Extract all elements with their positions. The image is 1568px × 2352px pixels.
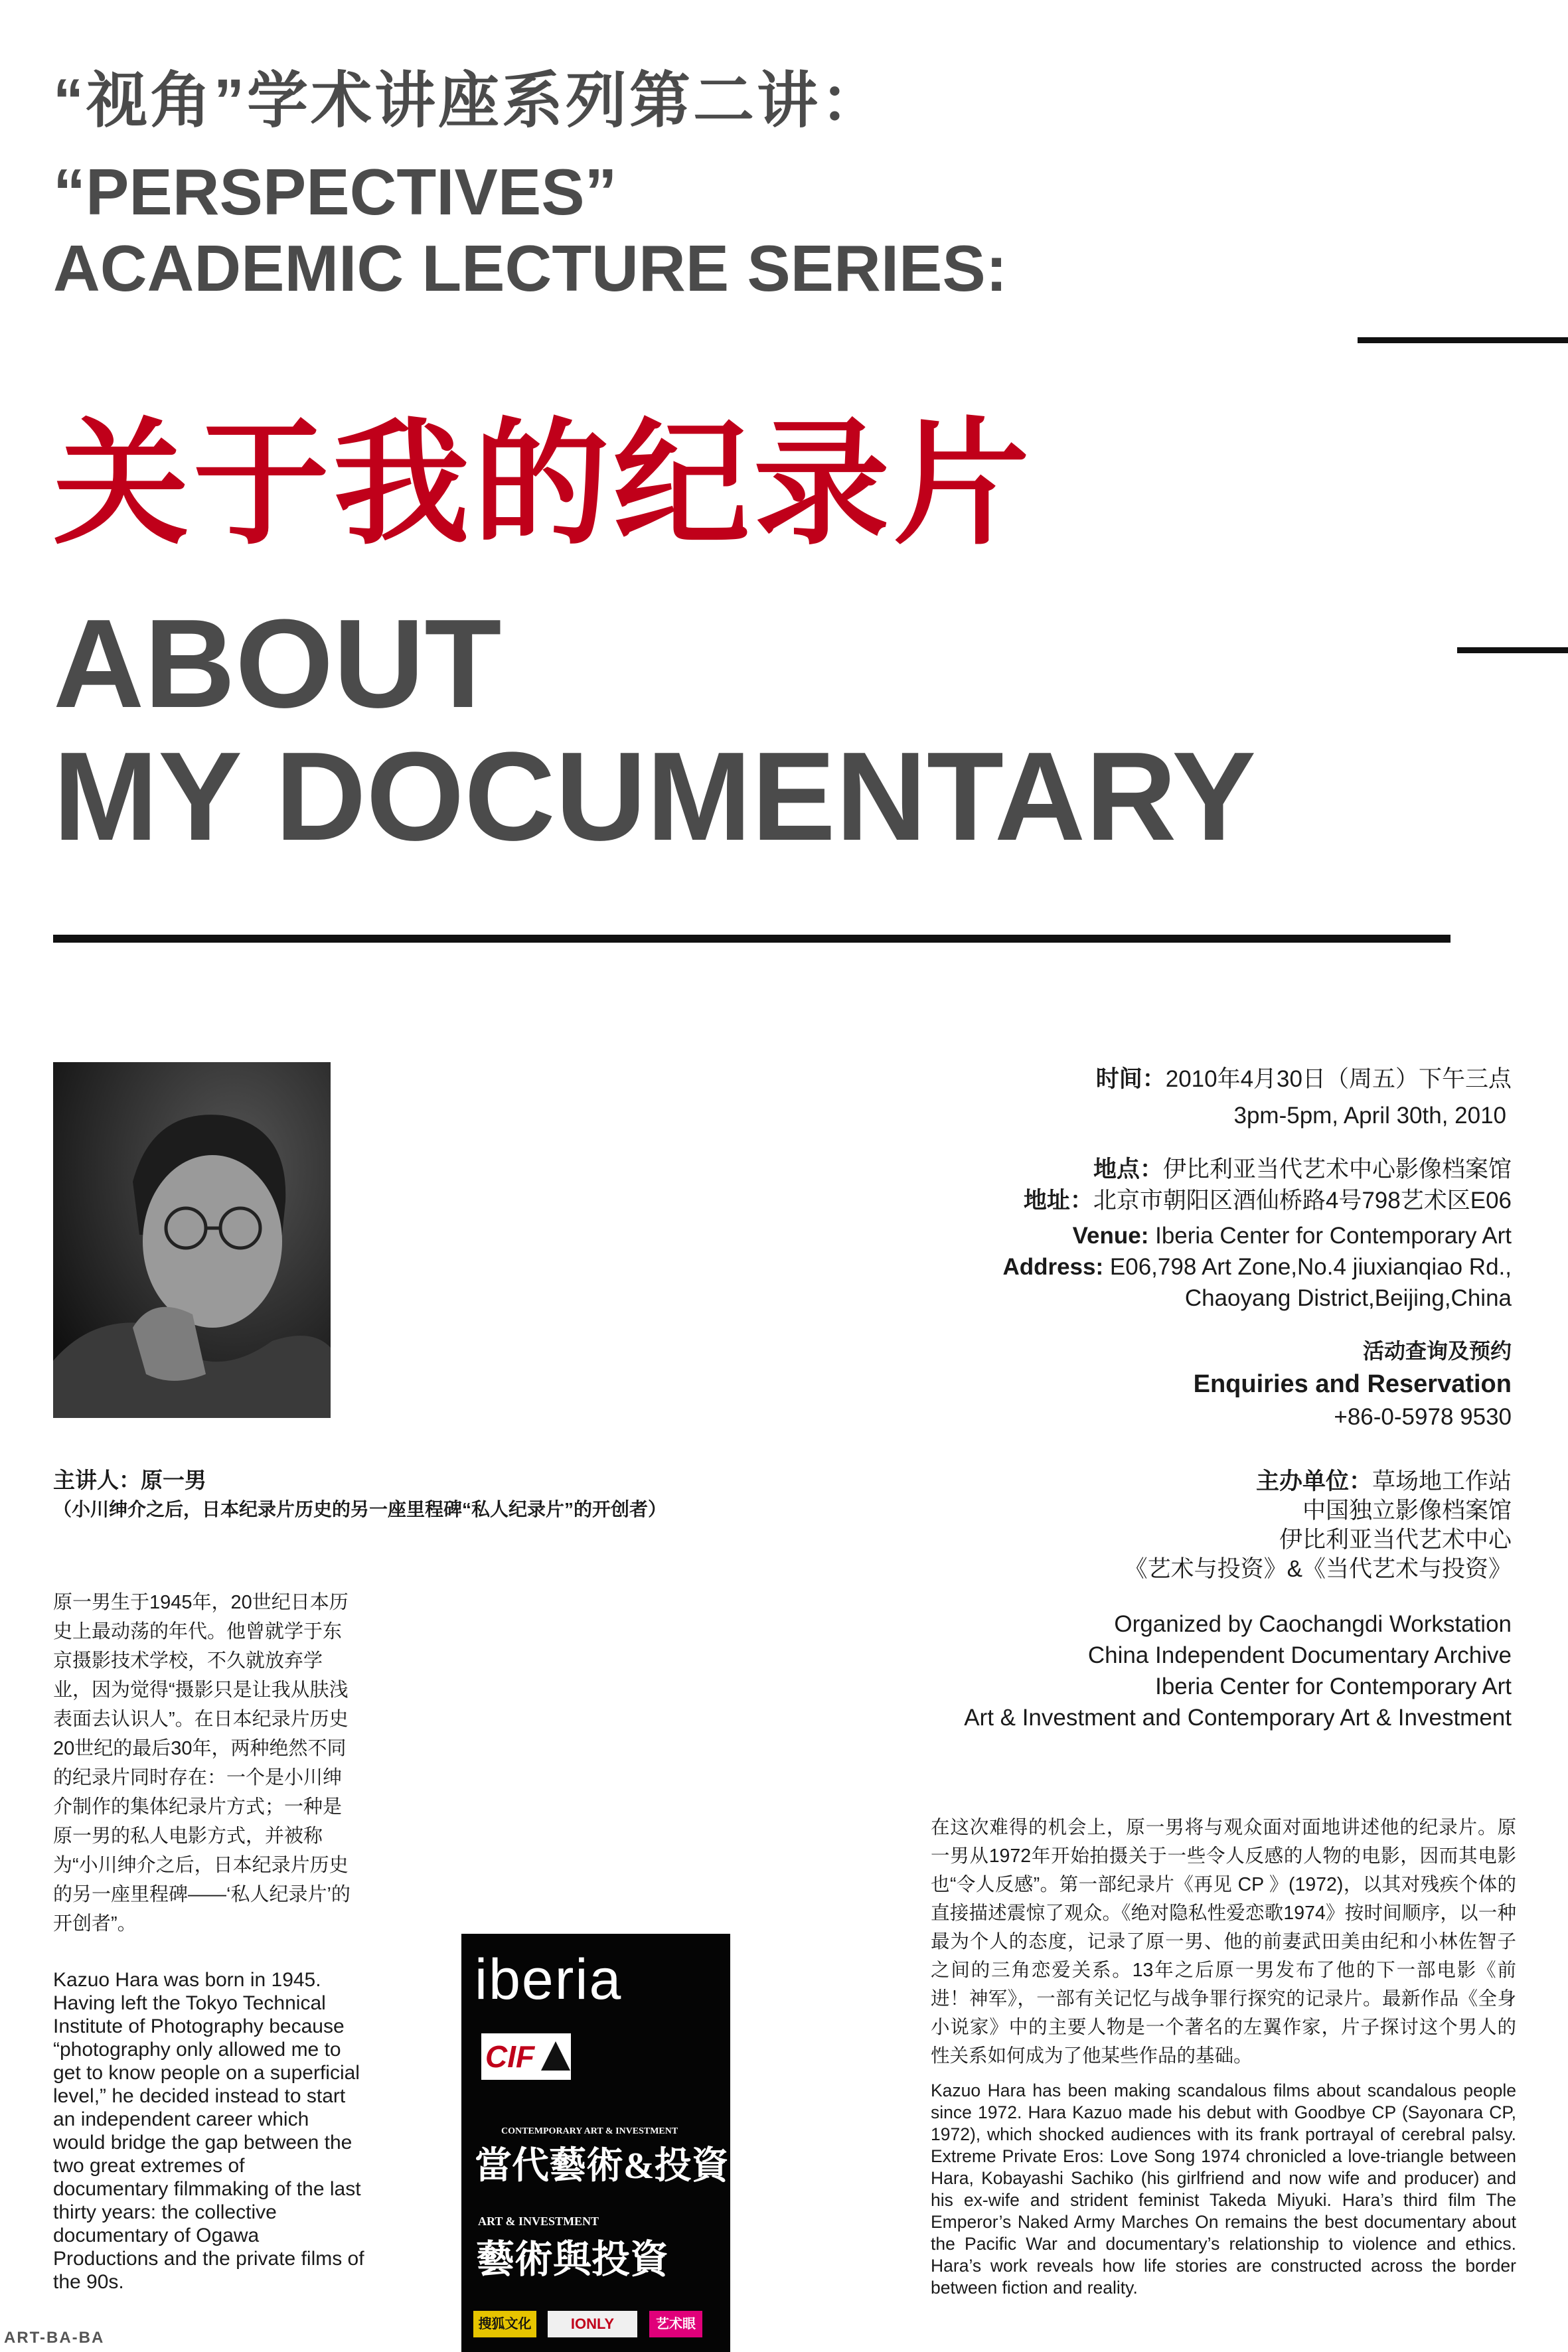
venue-info (1002, 1154, 1512, 1314)
address-en-line1: E06,798 Art Zone,No.4 jiuxianqiao Rd., (1109, 1254, 1512, 1280)
organizer-cn-2: 中国独立影像档案馆 (1302, 1498, 1512, 1524)
series-title-en-line2: ACADEMIC LECTURE SERIES: (53, 232, 1008, 305)
main-title-cn: 关于我的纪录片 (53, 408, 1034, 560)
organizer-en-3: Iberia Center for Contemporary Art (1155, 1674, 1512, 1699)
main-title-en-line2: MY DOCUMENTARY (53, 726, 1257, 867)
organizers-cn (1125, 1467, 1512, 1584)
enquiry-info (1194, 1336, 1512, 1433)
enquiry-cn: 活动查询及预约 (1362, 1339, 1512, 1363)
speaker-portrait-photo (53, 1062, 331, 1418)
venue-label: Venue: (1072, 1223, 1149, 1249)
contemporary-art-investment-logo: 當代藝術&投資 (475, 2146, 729, 2187)
organizer-cn-4: 《艺术与投资》&《当代艺术与投资》 (1124, 1556, 1512, 1582)
watermark: ART-BA-BA (4, 2329, 105, 2347)
main-title-en-line1: ABOUT (53, 593, 502, 734)
speaker-bio-cn: 原一男生于1945年，20世纪日本历史上最动荡的年代。他曾就学于东京摄影技术学校，不久就放弃学业，因为觉得“摄影只是让我从肤浅表面去认识人”。在日本纪录片历史20世纪的最后30年，两种绝然不同的纪录片同时存在：一个是小川绅介制作的集体纪录片方式；一种是原一男的私人电影方式，并被称为“小川绅介之后，日本纪录片历史的另一座里程碑——‘私人纪录片’的开创者”。 (53, 1592, 351, 1934)
art-investment-logo: 藝術與投資 (476, 2238, 669, 2281)
divider-mid-right (1457, 647, 1568, 653)
divider-top-right (1358, 337, 1568, 343)
art-investment-en: ART & INVESTMENT (478, 2215, 599, 2228)
time-label: 时间： (1095, 1066, 1166, 1092)
main-title-en (53, 593, 1257, 867)
organizer-cn-3: 伊比利亚当代艺术中心 (1279, 1527, 1512, 1553)
film-description-cn: 在这次难得的机会上，原一男将与观众面对面地讲述他的纪录片。原一男从1972年开始拍摄关于一些令人反感的人物的电影，因而其电影也“令人反感”。第一部纪录片《再见 CP 》(1972)，以其对残疾个体的直接描述震惊了观众。《绝对隐私性爱恋歌1974》按时间顺序，以一种最为个人的态度，记录了原一男、他的前妻武田美由纪和小林佐智子之间的三角恋爱关系。13年之后原一男发布了他的下一部电影《前进！神军》，一部有关记忆与战争罪行探究的记录片。最新作品《全身小说家》中的主要人物是一个著名的左翼作家，片子探讨这个男人的性关系如何成为了他某些作品的基础。 (931, 1817, 1516, 2067)
address-label: 地址： (1023, 1188, 1093, 1214)
venue-row (1002, 1220, 1512, 1251)
speaker-bio-en: Kazuo Hara was born in 1945. Having left the Tokyo Technical Institute of Photography because “photography only allowed me to get to know people on a superficial level,” he decided instead to start an independent career which would bridge the gap between the two great extremes of documentary filmmaking of the last thirty years: the collective documentary of Ogawa Productions and the private films of the 90s. (53, 1969, 364, 2293)
cif-logo-text: CIF (485, 2039, 535, 2074)
time-cn: 2010年4月30日（周五）下午三点 (1165, 1066, 1512, 1092)
divider-under-title (53, 935, 1450, 943)
sponsor-logo-panel (461, 1934, 730, 2352)
film-description-en: Kazuo Hara has been making scandalous films about scandalous people since 1972. Hara Kazuo made his debut with Goodbye CP (Sayonara CP, 1972), which shocked audiences with its frank portrayal of cerebral palsy. Extreme Private Eros: Love Song 1974 chronicled a love-triangle between Hara, Kobayashi Sachiko (his girlfriend and now wife and producer) and his ex-wife and strident feminist Takeda Miyuki. Hara’s third film The Emperor’s Naked Army Marches On remains the best documentary about the Pacific War and documentary’s relationship to violence and ethics. Hara’s work reveals how life stories are constructed across the border between fiction and reality. (931, 2080, 1516, 2298)
place-cn: 伊比利亚当代艺术中心影像档案馆 (1162, 1156, 1512, 1182)
venue-en: Iberia Center for Contemporary Art (1155, 1223, 1512, 1249)
speaker-label: 主讲人： (53, 1468, 141, 1492)
organizer-en-2: China Independent Documentary Archive (1087, 1642, 1512, 1668)
organizer-cn-1: 草场地工作站 (1372, 1468, 1512, 1494)
speaker-note: （小川绅介之后，日本纪录片历史的另一座里程碑“私人纪录片”的开创者） (53, 1499, 667, 1520)
enquiry-en: Enquiries and Reservation (1193, 1370, 1512, 1398)
sohu-culture-logo: 搜狐文化 (473, 2311, 536, 2337)
eye-triangle-icon (541, 2041, 570, 2071)
ionly-logo: IONLY (548, 2311, 637, 2337)
speaker-row (53, 1466, 666, 1495)
place-label: 地点： (1093, 1156, 1163, 1182)
time-row (1096, 1063, 1512, 1095)
organizer-en-1: Organized by Caochangdi Workstation (1114, 1611, 1512, 1637)
address-en-row (1002, 1251, 1512, 1283)
organizer-row-1 (1125, 1467, 1512, 1496)
address-en-line2: Chaoyang District,Beijing,China (1184, 1285, 1512, 1311)
art-eye-logo: 艺术眼 (649, 2311, 702, 2337)
phone-number: +86-0-5978 9530 (1334, 1404, 1512, 1430)
iberia-logo: iberia (475, 1948, 623, 2011)
cif-logo (481, 2033, 571, 2080)
event-info (1096, 1063, 1512, 1131)
address-cn: 北京市朝阳区酒仙桥路4号798艺术区E06 (1093, 1188, 1512, 1214)
speaker-name: 原一男 (141, 1468, 206, 1492)
place-row (1002, 1154, 1512, 1185)
organizer-label: 主办单位： (1255, 1468, 1372, 1494)
series-title-en (53, 154, 1007, 307)
series-title-cn: “视角”学术讲座系列第二讲： (53, 67, 885, 135)
series-title-en-line1: “PERSPECTIVES” (53, 155, 617, 228)
time-en: 3pm-5pm, April 30th, 2010 (1233, 1103, 1506, 1129)
organizers-en (964, 1608, 1512, 1733)
speaker-block (53, 1466, 666, 1524)
organizer-en-4: Art & Investment and Contemporary Art & Investment (964, 1705, 1512, 1731)
address-en-label: Address: (1002, 1254, 1104, 1280)
contemporary-art-investment-en: CONTEMPORARY ART & INVESTMENT (501, 2126, 678, 2136)
address-cn-row (1002, 1185, 1512, 1216)
